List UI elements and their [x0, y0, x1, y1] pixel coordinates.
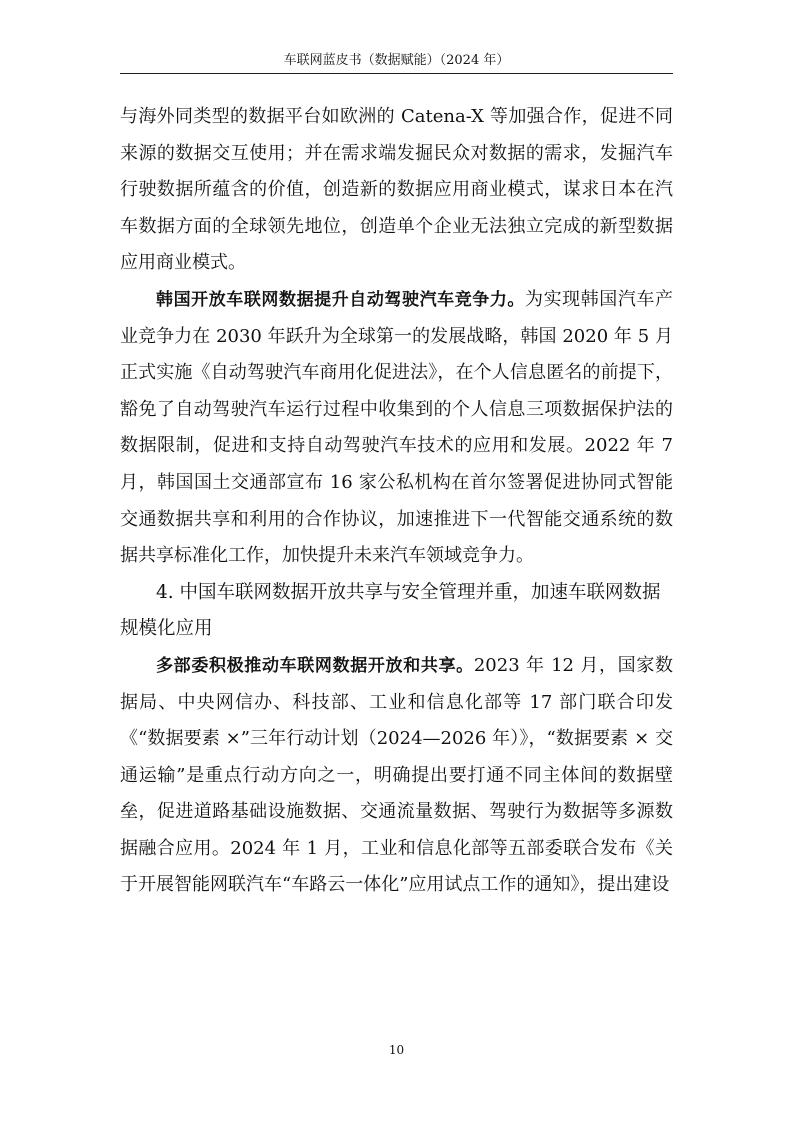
header-divider — [120, 73, 673, 74]
paragraph-text: 2023 年 12 月，国家数据局、中央网信办、科技部、工业和信息化部等 17 部门联合印发《“数据要素 ×”三年行动计划（2024—2026 年）》，“数据要素 × 交通运输”是重点行动方向之一，明确提出要打通不同主体间的数据壁垒，促进道路基础设施数据、交通流量数据、驾驶行为数据等多源数据融合应用。2024 年 1 月，工业和信息化部等五部委联合发布《关于开展智能网联汽车“车路云一体化”应用试点工作的通知》，提出建设 — [120, 654, 674, 896]
section-heading: 4. 中国车联网数据开放共享与安全管理并重，加速车联网数据规模化应用 — [120, 581, 661, 640]
page-body — [120, 99, 673, 904]
paragraph-text: 为实现韩国汽车产业竞争力在 2030 年跃升为全球第一的发展战略，韩国 2020 年 5 月正式实施《自动驾驶汽车商用化促进法》，在个人信息匿名的前提下，豁免了自动驾驶汽车运行过程中收集到的个人信息三项数据保护法的数据限制，促进和支持自动驾驶汽车技术的应用和发展。2022 年 7 月，韩国国土交通部宣布 16 家公私机构在首尔签署促进协同式智能交通数据共享和利用的合作协议，加速推进下一代智能交通系统的数据共享标准化工作，加快提升未来汽车领域竞争力。 — [120, 288, 673, 567]
paragraph-lead: 多部委积极推动车联网数据开放和共享。 — [156, 655, 474, 676]
running-header: 车联网蓝皮书（数据赋能）（2024 年） — [283, 53, 510, 68]
page-number: 10 — [388, 1043, 405, 1057]
paragraph-korea — [120, 282, 673, 575]
paragraph-china — [120, 648, 673, 904]
paragraph-japan-continued — [120, 99, 673, 282]
paragraph-text: 与海外同类型的数据平台如欧洲的 Catena-X 等加强合作，促进不同来源的数据交互使用；并在需求端发掘民众对数据的需求，发掘汽车行驶数据所蕴含的价值，创造新的数据应用商业模式，谋求日本在汽车数据方面的全球领先地位，创造单个企业无法独立完成的新型数据应用商业模式。 — [120, 106, 673, 274]
paragraph-lead: 韩国开放车联网数据提升自动驾驶汽车竞争力。 — [156, 289, 525, 310]
